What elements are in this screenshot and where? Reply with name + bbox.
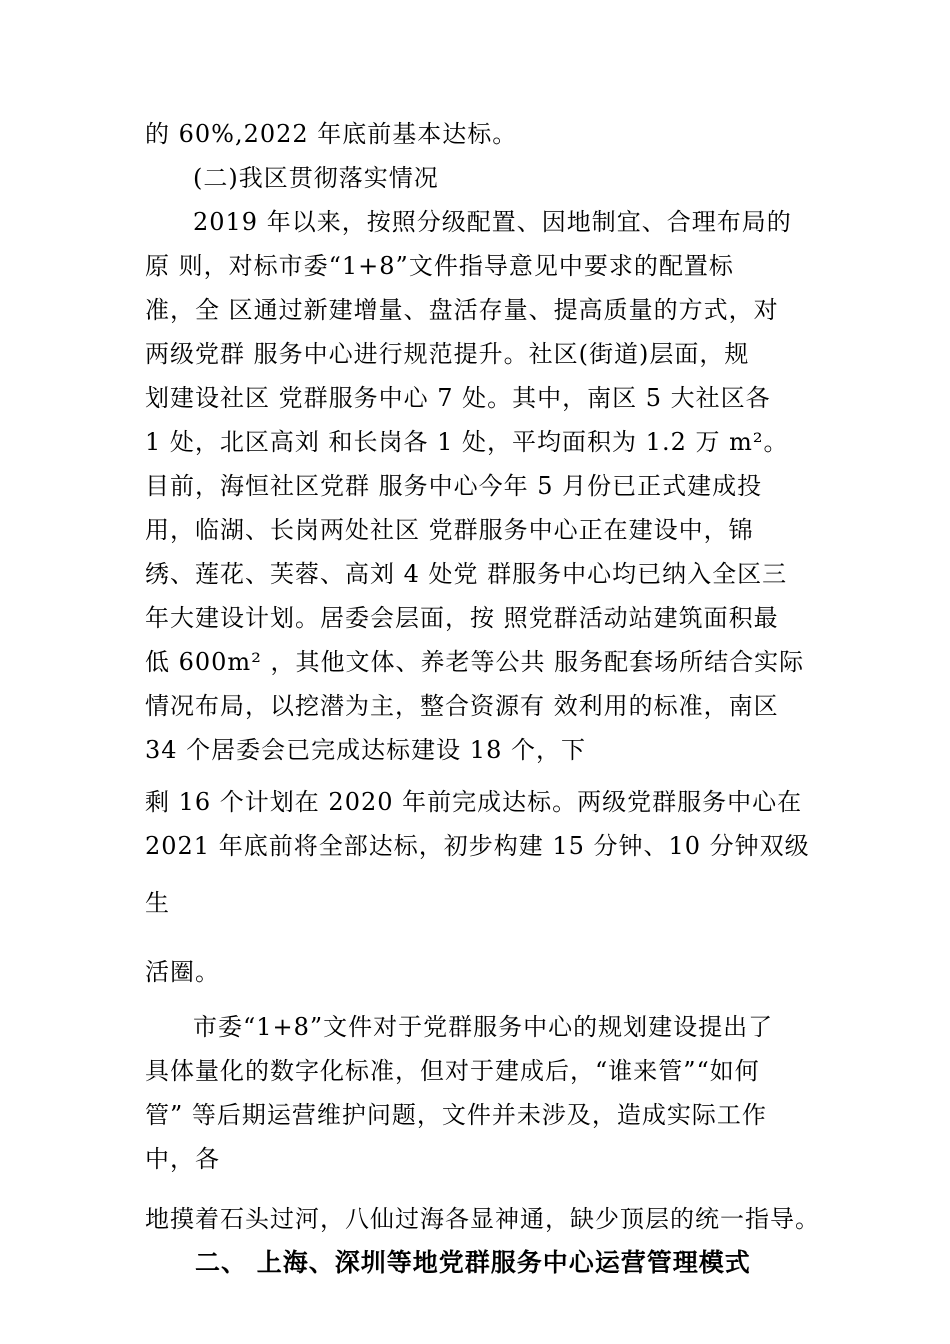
- body-line: 2019 年以来，按照分级配置、因地制宜、合理布局的: [193, 208, 792, 236]
- body-line: 具体量化的数字化标准，但对于建成后，“谁来管”“如何: [145, 1057, 760, 1085]
- body-line: 剩 16 个计划在 2020 年前完成达标。两级党群服务中心在: [145, 788, 803, 816]
- body-line: 管” 等后期运营维护问题，文件并未涉及，造成实际工作: [145, 1101, 767, 1129]
- body-line: 划建设社区 党群服务中心 7 处。其中，南区 5 大社区各: [145, 384, 771, 412]
- body-line: 年大建设计划。居委会层面，按 照党群活动站建筑面积最: [145, 604, 779, 632]
- body-line: 中，各: [145, 1145, 220, 1173]
- body-line: 目前，海恒社区党群 服务中心今年 5 月份已正式建成投: [145, 472, 763, 500]
- body-line: 情况布局，以挖潜为主，整合资源有 效利用的标准，南区: [145, 692, 779, 720]
- body-line: 1 处，北区高刘 和长岗各 1 处，平均面积为 1.2 万 m²。: [145, 428, 789, 456]
- body-line: 原 则，对标市委“1+8”文件指导意见中要求的配置标: [145, 252, 734, 280]
- section-heading: 二、 上海、深圳等地党群服务中心运营管理模式: [195, 1248, 751, 1277]
- body-line: 用，临湖、长岗两处社区 党群服务中心正在建设中，锦: [145, 516, 754, 544]
- subsection-title-line: (二)我区贯彻落实情况: [193, 164, 439, 192]
- body-line: 生: [145, 889, 170, 917]
- body-line: 34 个居委会已完成达标建设 18 个，下: [145, 736, 586, 764]
- body-line: 2021 年底前将全部达标，初步构建 15 分钟、10 分钟双级: [145, 832, 810, 860]
- body-line: 准，全 区通过新建增量、盘活存量、提高质量的方式，对: [145, 296, 779, 324]
- body-line: 两级党群 服务中心进行规范提升。社区(街道)层面，规: [145, 340, 750, 368]
- body-line: 的 60%,2022 年底前基本达标。: [145, 120, 518, 148]
- document-body: [145, 112, 835, 1285]
- body-line: 活圈。: [145, 958, 220, 986]
- body-line: 绣、莲花、芙蓉、高刘 4 处党 群服务中心均已纳入全区三: [145, 560, 788, 588]
- body-line: 市委“1+8”文件对于党群服务中心的规划建设提出了: [193, 1013, 774, 1041]
- body-line: 低 600m² ，其他文体、养老等公共 服务配套场所结合实际: [145, 648, 805, 676]
- body-line: 地摸着石头过河，八仙过海各显神通，缺少顶层的统一指导。: [145, 1205, 820, 1233]
